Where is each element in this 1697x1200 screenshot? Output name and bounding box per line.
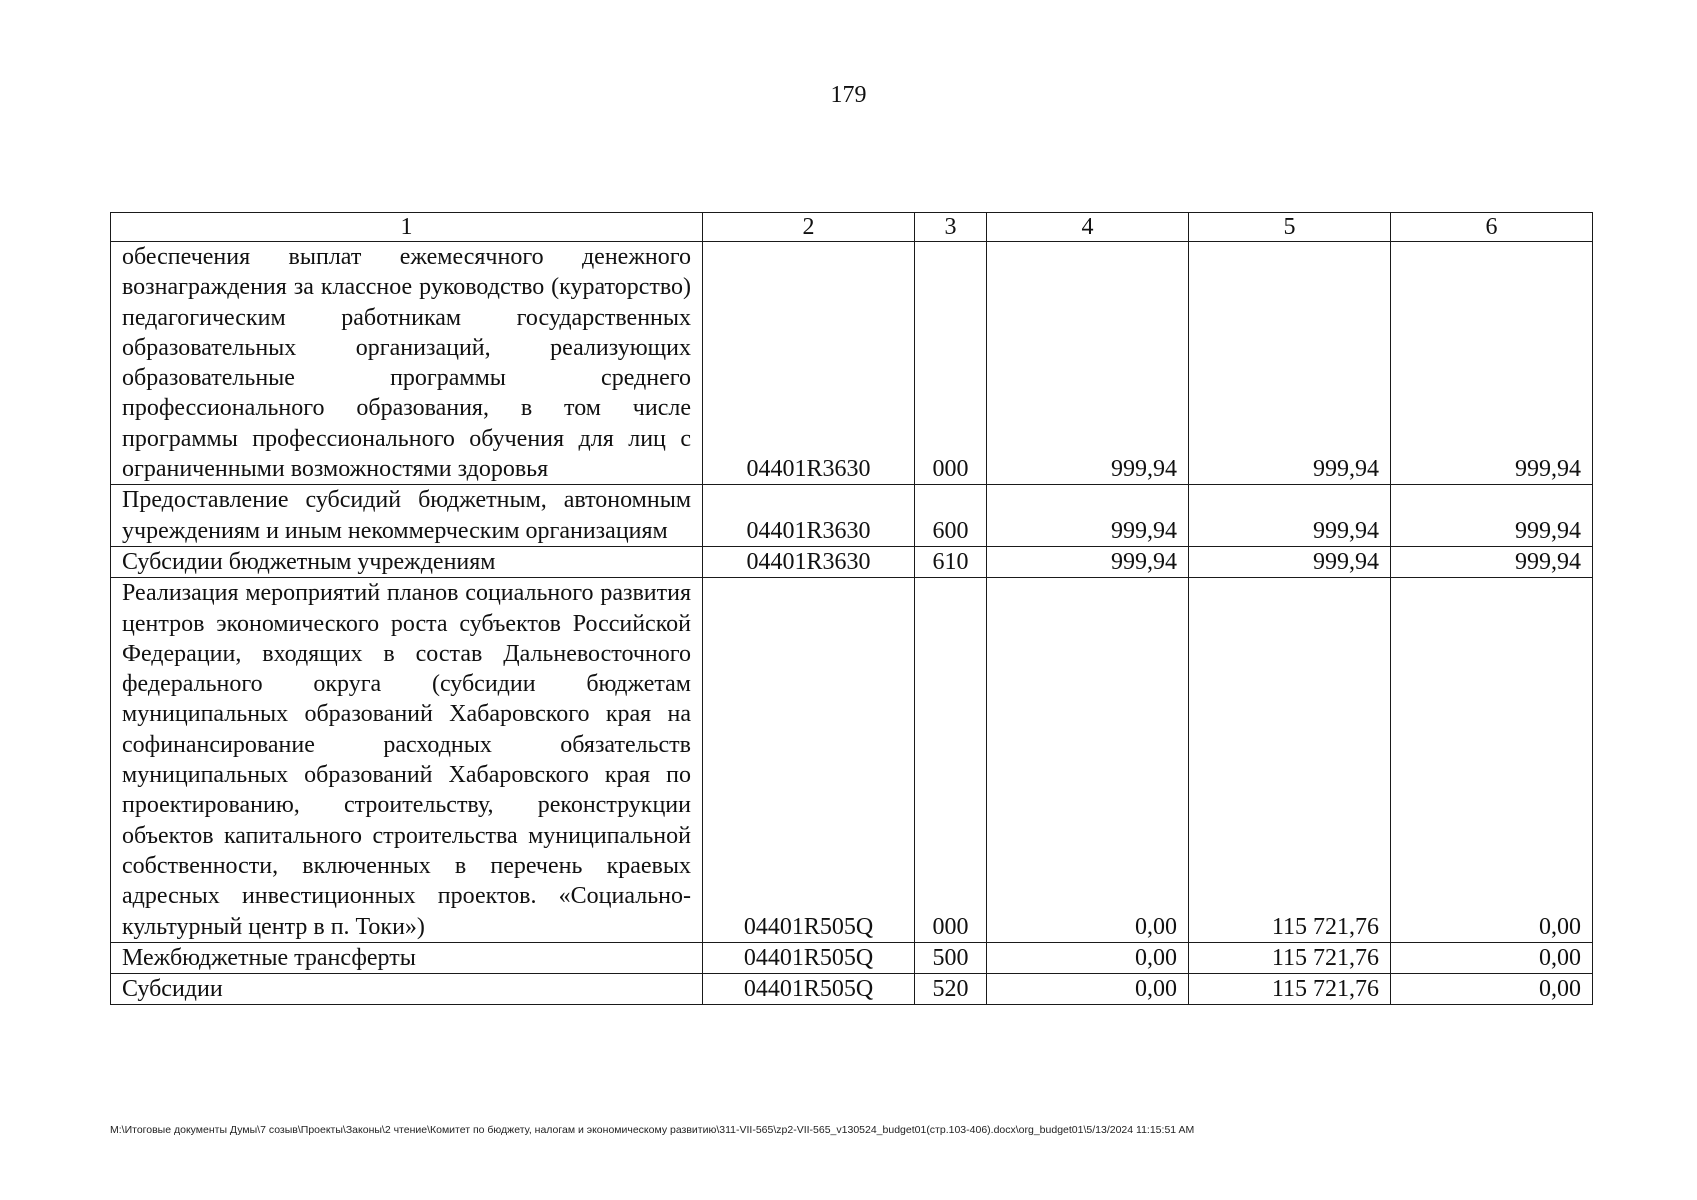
header-col-3: 3 [915, 213, 987, 242]
table-row [111, 546, 1593, 577]
row-value-col4: 0,00 [987, 974, 1189, 1005]
header-col-5: 5 [1189, 213, 1391, 242]
header-row [111, 213, 1593, 242]
row-name: Субсидии [111, 974, 703, 1005]
row-target-code: 04401R505Q [703, 942, 915, 973]
header-col-1: 1 [111, 213, 703, 242]
row-target-code: 04401R3630 [703, 242, 915, 485]
row-name: обеспечения выплат ежемесячного денежного вознаграждения за классное руководство (кураторство) педагогическим работникам государственных образовательных организаций, реализующих образовательные программы среднего профессионального образования, в том числе программы профессионального обучения для лиц с ограниченными возможностями здоровья [111, 242, 703, 485]
row-value-col5: 115 721,76 [1189, 578, 1391, 943]
row-value-col5: 999,94 [1189, 242, 1391, 485]
row-name: Субсидии бюджетным учреждениям [111, 546, 703, 577]
row-value-col5: 115 721,76 [1189, 942, 1391, 973]
row-value-col6: 999,94 [1391, 546, 1593, 577]
row-value-col5: 999,94 [1189, 546, 1391, 577]
document-file-path: M:\Итоговые документы Думы\7 созыв\Проекты\Законы\2 чтение\Комитет по бюджету, налогам и экономическому развитию\311-VII-565\zp2-VII-565_v130524_budget01(стр.103-406).docx\org_budget01\5/13/2024 11:15:51 AM [110, 1124, 1195, 1136]
row-name: Межбюджетные трансферты [111, 942, 703, 973]
row-value-col4: 0,00 [987, 578, 1189, 943]
row-expense-kind: 000 [915, 578, 987, 943]
table-row [111, 578, 1593, 943]
row-expense-kind: 520 [915, 974, 987, 1005]
row-value-col6: 0,00 [1391, 578, 1593, 943]
row-value-col4: 999,94 [987, 242, 1189, 485]
row-expense-kind: 600 [915, 485, 987, 547]
budget-table [110, 212, 1593, 1005]
header-col-4: 4 [987, 213, 1189, 242]
row-value-col5: 999,94 [1189, 485, 1391, 547]
row-value-col5: 115 721,76 [1189, 974, 1391, 1005]
row-expense-kind: 610 [915, 546, 987, 577]
row-value-col6: 0,00 [1391, 974, 1593, 1005]
row-name: Предоставление субсидий бюджетным, автономным учреждениям и иным некоммерческим организациям [111, 485, 703, 547]
page-number: 179 [830, 82, 867, 108]
table-row [111, 242, 1593, 485]
table-row [111, 974, 1593, 1005]
row-target-code: 04401R3630 [703, 546, 915, 577]
row-value-col4: 999,94 [987, 485, 1189, 547]
row-target-code: 04401R3630 [703, 485, 915, 547]
table-row [111, 485, 1593, 547]
row-value-col6: 999,94 [1391, 242, 1593, 485]
row-target-code: 04401R505Q [703, 578, 915, 943]
row-name: Реализация мероприятий планов социального развития центров экономического роста субъектов Российской Федерации, входящих в состав Дальневосточного федерального округа (субсидии бюджетам муниципальных образований Хабаровского края на софинансирование расходных обязательств муниципальных образований Хабаровского края по проектированию, строительству, реконструкции объектов капитального строительства муниципальной собственности, включенных в перечень краевых адресных инвестиционных проектов. «Социально-культурный центр в п. Токи») [111, 578, 703, 943]
row-expense-kind: 000 [915, 242, 987, 485]
table-row [111, 942, 1593, 973]
row-value-col6: 0,00 [1391, 942, 1593, 973]
header-col-2: 2 [703, 213, 915, 242]
row-value-col4: 0,00 [987, 942, 1189, 973]
header-col-6: 6 [1391, 213, 1593, 242]
row-value-col6: 999,94 [1391, 485, 1593, 547]
row-expense-kind: 500 [915, 942, 987, 973]
row-target-code: 04401R505Q [703, 974, 915, 1005]
row-value-col4: 999,94 [987, 546, 1189, 577]
